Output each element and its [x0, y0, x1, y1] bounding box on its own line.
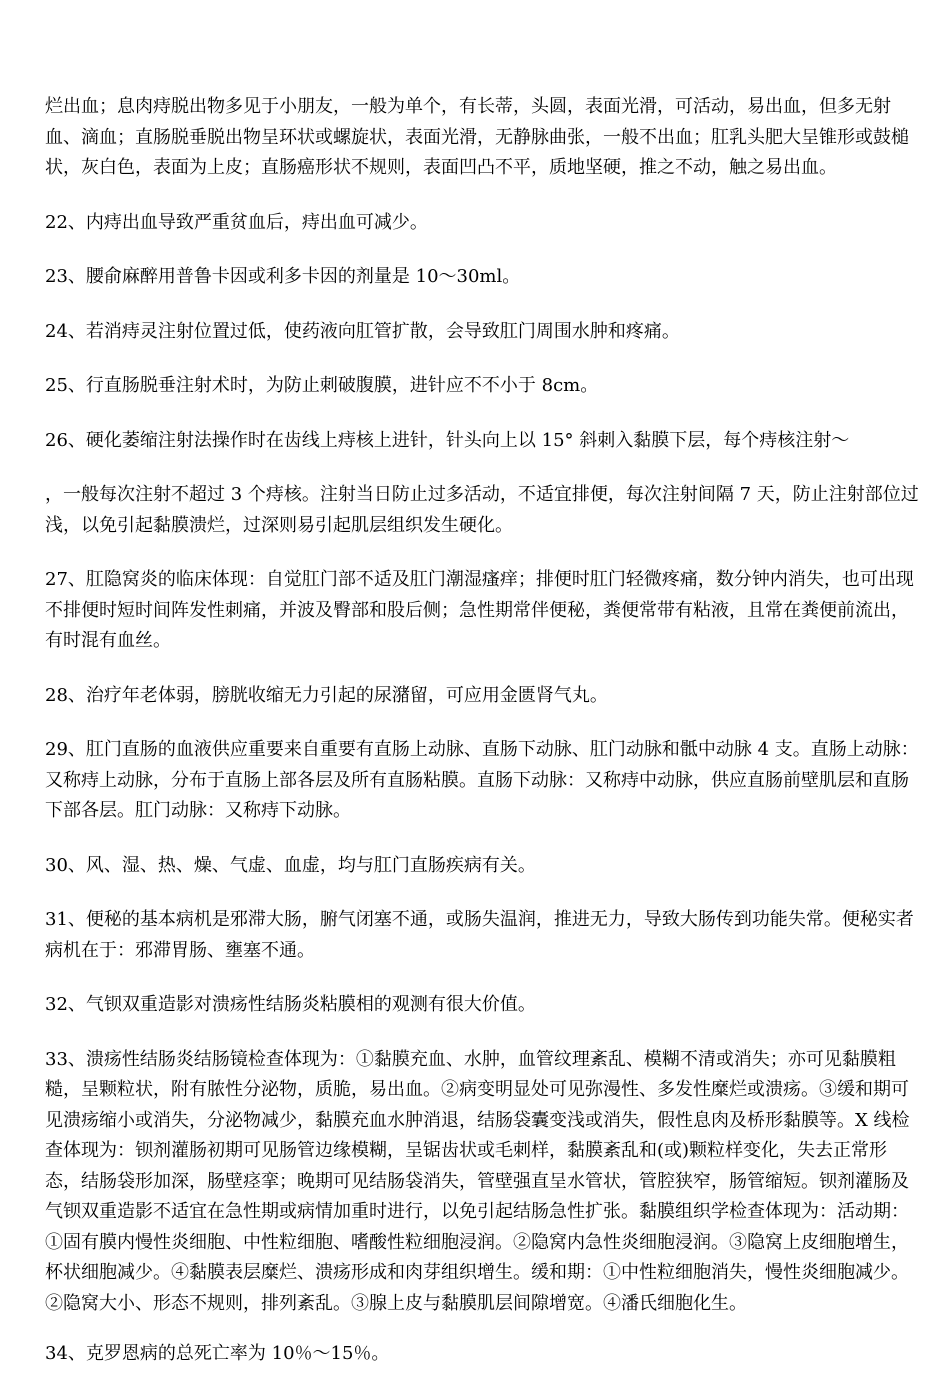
paragraph-21-continued: 烂出血；息肉痔脱出物多见于小朋友，一般为单个，有长蒂，头圆，表面光滑，可活动，易出血，但多无射血、滴血；直肠脱垂脱出物呈环状或螺旋状，表面光滑，无静脉曲张，一般不出血；肛乳头肥大呈锥形或鼓槌状，灰白色，表面为上皮；直肠癌形状不规则，表面凹凸不平，质地坚硬，推之不动，触之易出血。: [45, 96, 909, 178]
paragraph-22: 22、内痔出血导致严重贫血后，痔出血可减少。: [45, 211, 428, 233]
paragraph-33: 33、溃疡性结肠炎结肠镜检查体现为：①黏膜充血、水肿，血管纹理紊乱、模糊不清或消失；亦可见黏膜粗糙，呈颗粒状，附有脓性分泌物，质脆，易出血。②病变明显处可见弥漫性、多发性糜烂或溃疡。③缓和期可见溃疡缩小或消失，分泌物减少，黏膜充血水肿消退，结肠袋囊变浅或消失，假性息肉及桥形黏膜等。X 线检查体现为：钡剂灌肠初期可见肠管边缘模糊，呈锯齿状或毛刺样，黏膜紊乱和(或)颗粒样变化，失去正常形态，结肠袋形加深，肠壁痉挛；晚期可见结肠袋消失，管壁强直呈水管状，管腔狭窄，肠管缩短。钡剂灌肠及气钡双重造影不适宜在急性期或病情加重时进行，以免引起结肠急性扩张。黏膜组织学检查体现为：活动期：①固有膜内慢性炎细胞、中性粒细胞、嗜酸性粒细胞浸润。②隐窝内急性炎细胞浸润。③隐窝上皮细胞增生，杯状细胞减少。④黏膜表层糜烂、溃疡形成和肉芽组织增生。缓和期：①中性粒细胞消失，慢性炎细胞减少。②隐窝大小、形态不规则，排列紊乱。③腺上皮与黏膜肌层间隙增宽。④潘氏细胞化生。: [45, 1048, 910, 1314]
paragraph-34: 34、克罗恩病的总死亡率为 10％～15％。: [45, 1343, 390, 1364]
paragraph-24: 24、若消痔灵注射位置过低，使药液向肛管扩散，会导致肛门周围水肿和疼痛。: [45, 320, 680, 342]
paragraph-31: 31、便秘的基本病机是邪滞大肠，腑气闭塞不通，或肠失温润，推进无力，导致大肠传到功能失常。便秘实者病机在于：邪滞胃肠、壅塞不通。: [45, 909, 914, 961]
paragraph-27: 27、肛隐窝炎的临床体现：自觉肛门部不适及肛门潮湿瘙痒；排便时肛门轻微疼痛，数分钟内消失，也可出现不排便时短时间阵发性刺痛，并波及臀部和股后侧；急性期常伴便秘，粪便常带有粘液，且常在粪便前流出，有时混有血丝。: [45, 569, 914, 651]
paragraph-25: 25、行直肠脱垂注射术时，为防止刺破腹膜，进针应不不小于 8cm。: [45, 375, 599, 396]
paragraph-29: 29、肛门直肠的血液供应重要来自重要有直肠上动脉、直肠下动脉、肛门动脉和骶中动脉 4 支。直肠上动脉：又称痔上动脉，分布于直肠上部各层及所有直肠粘膜。直肠下动脉：又称痔中动脉，供应直肠前壁肌层和直肠下部各层。肛门动脉：又称痔下动脉。: [45, 739, 919, 821]
paragraph-28: 28、治疗年老体弱，膀胱收缩无力引起的尿潴留，可应用金匮肾气丸。: [45, 684, 608, 706]
paragraph-26-continued: ，一般每次注射不超过 3 个痔核。注射当日防止过多活动，不适宜排便，每次注射间隔 7 天，防止注射部位过浅，以免引起黏膜溃烂，过深则易引起肌层组织发生硬化。: [45, 484, 919, 536]
paragraph-23: 23、腰俞麻醉用普鲁卡因或利多卡因的剂量是 10～30ml。: [45, 266, 521, 287]
paragraph-30: 30、风、湿、热、燥、气虚、血虚，均与肛门直肠疾病有关。: [45, 854, 536, 876]
document-page: [45, 92, 920, 1394]
paragraph-26: 26、硬化萎缩注射法操作时在齿线上痔核上进针，针头向上以 15° 斜刺入黏膜下层，每个痔核注射～: [45, 429, 850, 451]
paragraph-32: 32、气钡双重造影对溃疡性结肠炎粘膜相的观测有很大价值。: [45, 994, 536, 1015]
